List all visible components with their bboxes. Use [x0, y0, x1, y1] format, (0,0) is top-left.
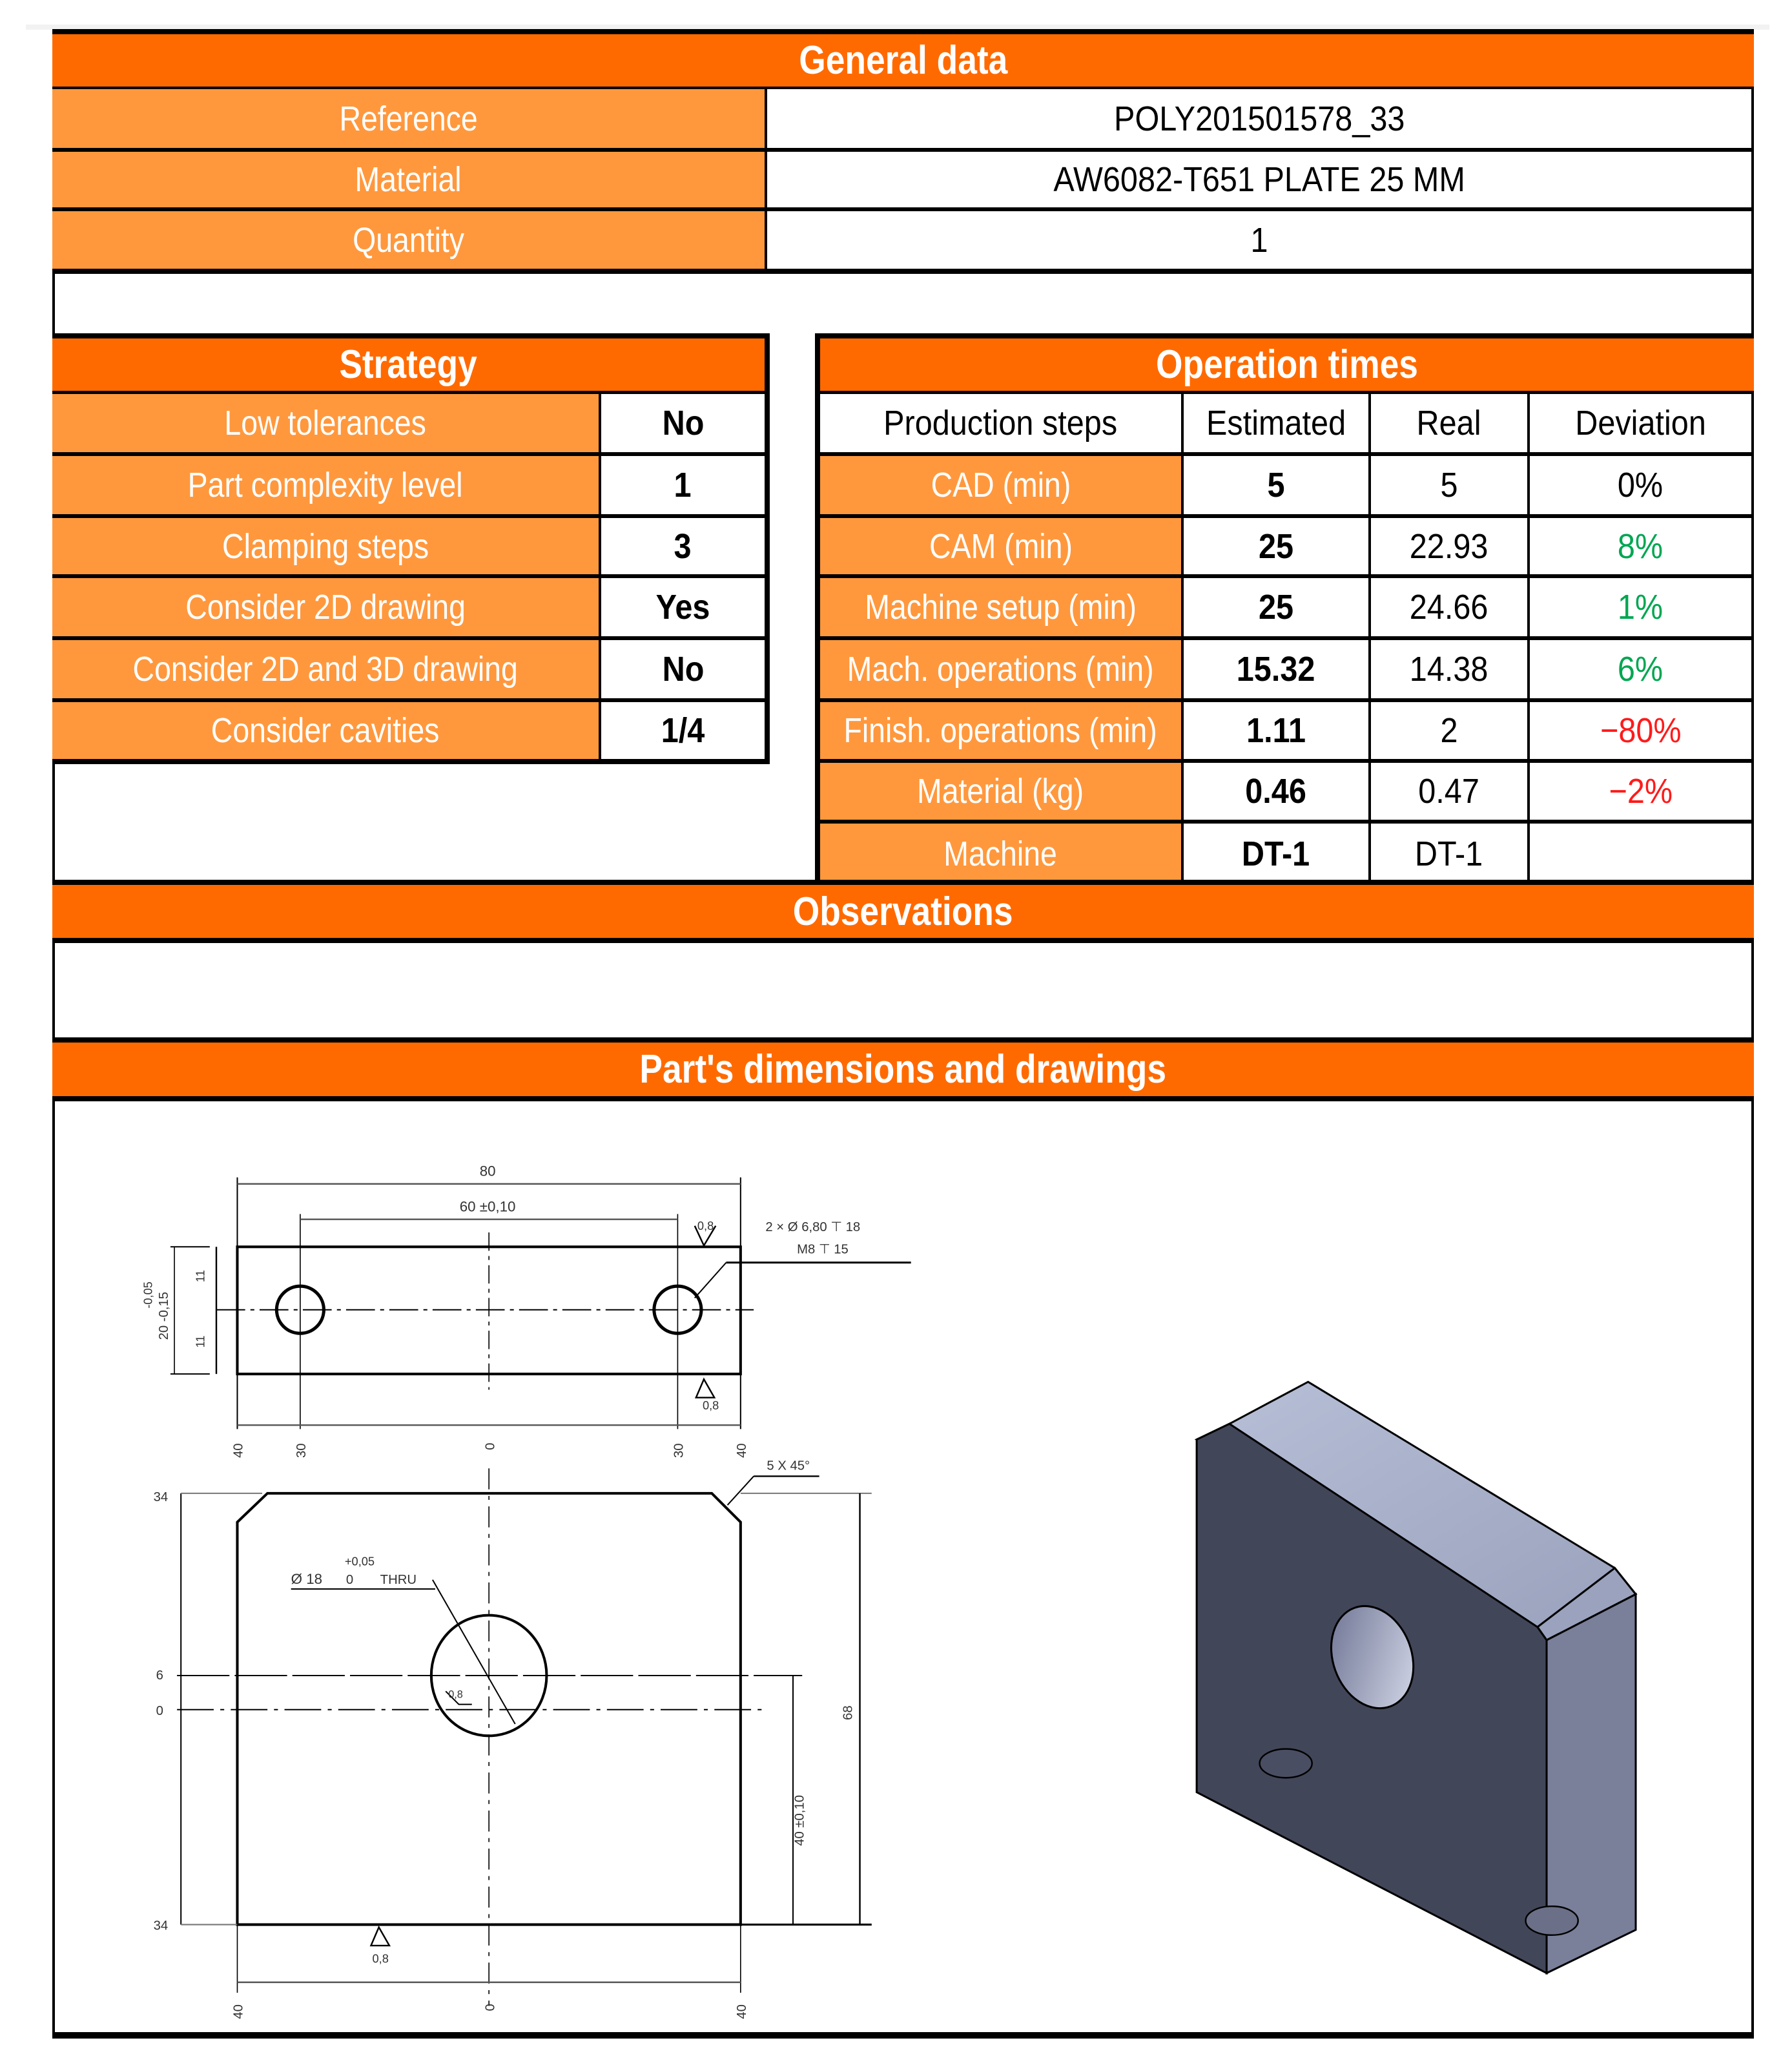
x-coord-label: 40	[734, 2004, 749, 2019]
real-text: DT-1	[1415, 834, 1483, 873]
op-col-estimated	[1184, 394, 1371, 456]
value-text: No	[662, 650, 704, 689]
op-step-label	[815, 640, 1184, 702]
x-coord-label: 0	[483, 1442, 498, 1450]
bore-tolerance-lower: 0	[345, 1572, 354, 1587]
step-text: CAM (min)	[929, 526, 1073, 566]
deviation-text: −80%	[1600, 711, 1682, 750]
thickness-tolerance: 20 -0,15	[156, 1291, 171, 1340]
op-estimated-value	[1184, 456, 1371, 518]
value-text: No	[662, 404, 704, 442]
column-header-text: Deviation	[1575, 404, 1706, 442]
x-coord-label: 40	[231, 1443, 246, 1459]
drawings-header	[52, 1037, 1754, 1101]
estimated-text: 25	[1258, 588, 1294, 627]
op-deviation-value	[1530, 518, 1754, 578]
x-coord-label: 40	[231, 2004, 246, 2019]
strategy-value-2d-drawing	[601, 578, 770, 640]
strategy-label-clamping-steps	[52, 518, 601, 578]
estimated-text: 25	[1258, 526, 1294, 566]
real-text: 2	[1440, 711, 1458, 750]
general-data-title: General data	[798, 38, 1008, 83]
op-deviation-value	[1530, 456, 1754, 518]
strategy-value-complexity	[601, 456, 770, 518]
estimated-text: 0.46	[1245, 772, 1307, 811]
op-estimated-value	[1184, 578, 1371, 640]
operation-times-header	[815, 333, 1754, 396]
op-deviation-value	[1530, 578, 1754, 640]
bore-diameter: Ø 18	[291, 1570, 323, 1587]
step-text: Machine setup (min)	[865, 588, 1137, 627]
x-coord-label: 0	[483, 2004, 498, 2011]
label-text: Consider cavities	[211, 711, 440, 750]
label-text: Reference	[339, 99, 478, 138]
label-text: Low tolerances	[224, 404, 427, 442]
op-real-value	[1371, 824, 1530, 884]
op-real-value	[1371, 763, 1530, 824]
chamfer-label: 5 X 45°	[767, 1459, 810, 1473]
dim-hole-spacing: 60 ±0,10	[459, 1198, 516, 1215]
estimated-text: DT-1	[1242, 834, 1310, 873]
value-text: 1	[1250, 220, 1268, 260]
general-label-material	[52, 152, 767, 211]
strategy-value-low-tolerances	[601, 394, 770, 456]
label-text: Consider 2D and 3D drawing	[132, 650, 519, 689]
column-header-text: Real	[1417, 404, 1481, 442]
bore-roughness: 0,8	[448, 1688, 463, 1701]
deviation-text: 8%	[1618, 526, 1663, 566]
half-thickness-top: 11	[193, 1270, 207, 1283]
real-text: 22.93	[1410, 526, 1488, 566]
step-text: Finish. operations (min)	[843, 711, 1158, 750]
front-view-labels	[154, 1459, 856, 2019]
op-estimated-value	[1184, 702, 1371, 763]
op-real-value	[1371, 640, 1530, 702]
x-coord-label: 30	[294, 1443, 309, 1459]
real-text: 24.66	[1410, 588, 1488, 627]
value-text: 1/4	[661, 711, 705, 750]
op-col-deviation	[1530, 394, 1754, 456]
step-text: Machine	[943, 834, 1058, 873]
dim-overall-width: 80	[479, 1163, 496, 1179]
op-estimated-value	[1184, 763, 1371, 824]
real-text: 0.47	[1418, 772, 1480, 811]
hole-callout-1: 2 × Ø 6,80 ⊤ 18	[765, 1220, 861, 1234]
value-text: Yes	[655, 588, 710, 627]
strategy-title: Strategy	[339, 342, 478, 387]
bore-type: THRU	[380, 1572, 417, 1587]
y-coord-label: 0	[156, 1703, 163, 1718]
front-view-drawing	[177, 1468, 872, 2006]
dim-height: 68	[841, 1705, 856, 1720]
y-coord-label: 34	[153, 1918, 169, 1933]
op-estimated-value	[1184, 640, 1371, 702]
op-real-value	[1371, 456, 1530, 518]
strategy-label-complexity	[52, 456, 601, 518]
op-deviation-value	[1530, 763, 1754, 824]
op-step-label	[815, 824, 1184, 884]
strategy-value-clamping-steps	[601, 518, 770, 578]
deviation-text: −2%	[1609, 772, 1673, 811]
general-label-quantity	[52, 211, 767, 274]
observations-content	[55, 943, 1751, 1037]
strategy-value-2d-3d-drawing	[601, 640, 770, 702]
op-real-value	[1371, 518, 1530, 578]
strategy-value-cavities	[601, 702, 770, 764]
estimated-text: 15.32	[1237, 650, 1315, 689]
label-text: Part complexity level	[188, 466, 463, 504]
op-deviation-value	[1530, 640, 1754, 702]
op-step-label	[815, 456, 1184, 518]
step-text: CAD (min)	[931, 466, 1071, 504]
technical-drawing	[55, 1101, 1751, 2032]
operation-times-title: Operation times	[1156, 342, 1418, 387]
roughness-bottom: 0,8	[702, 1398, 719, 1412]
drawings-area	[55, 1101, 1751, 2032]
column-header-text: Estimated	[1206, 404, 1346, 442]
op-step-label	[815, 702, 1184, 763]
half-thickness-bottom: 11	[193, 1335, 207, 1348]
drawings-title: Part's dimensions and drawings	[639, 1047, 1167, 1092]
op-deviation-value	[1530, 702, 1754, 763]
general-data-header	[52, 29, 1754, 92]
real-text: 14.38	[1410, 650, 1488, 689]
top-view-labels	[141, 1163, 861, 1458]
label-text: Clamping steps	[221, 526, 429, 566]
y-coord-label: 34	[153, 1490, 169, 1505]
value-text: 1	[674, 466, 692, 504]
label-text: Quantity	[353, 220, 464, 260]
strategy-header	[52, 333, 770, 396]
observations-header	[52, 880, 1754, 943]
general-label-reference	[52, 89, 767, 152]
thickness-tolerance-upper: -0,05	[141, 1282, 155, 1309]
roughness-bottom: 0,8	[372, 1951, 389, 1966]
label-text: Material	[355, 160, 462, 199]
real-text: 5	[1440, 466, 1458, 504]
strategy-label-2d-3d-drawing	[52, 640, 601, 702]
value-text: 3	[674, 526, 692, 566]
estimated-text: 5	[1267, 466, 1285, 504]
x-coord-label: 30	[672, 1443, 686, 1459]
op-step-label	[815, 518, 1184, 578]
op-estimated-value	[1184, 518, 1371, 578]
general-value-material	[767, 152, 1754, 211]
part-3d-render	[1197, 1382, 1636, 1973]
deviation-text: 1%	[1618, 588, 1663, 627]
strategy-label-2d-drawing	[52, 578, 601, 640]
value-text: POLY201501578_33	[1113, 99, 1405, 138]
x-coord-label: 40	[734, 1443, 749, 1459]
hole-callout-2: M8 ⊤ 15	[797, 1242, 849, 1257]
op-col-production-steps	[815, 394, 1184, 456]
strategy-label-cavities	[52, 702, 601, 764]
step-text: Material (kg)	[917, 772, 1084, 811]
step-text: Mach. operations (min)	[847, 650, 1154, 689]
general-value-reference	[767, 89, 1754, 152]
label-text: Consider 2D drawing	[185, 588, 466, 627]
general-value-quantity	[767, 211, 1754, 274]
strategy-label-low-tolerances	[52, 394, 601, 456]
op-step-label	[815, 578, 1184, 640]
value-text: AW6082-T651 PLATE 25 MM	[1053, 160, 1465, 199]
dim-bore-height: 40 ±0,10	[792, 1794, 807, 1846]
observations-title: Observations	[793, 889, 1013, 934]
op-estimated-value	[1184, 824, 1371, 884]
roughness-top: 0,8	[697, 1218, 714, 1232]
estimated-text: 1.11	[1246, 711, 1306, 750]
bore-tolerance-upper: +0,05	[344, 1554, 375, 1568]
op-deviation-value	[1530, 824, 1754, 884]
deviation-text: 0%	[1618, 466, 1663, 504]
column-header-text: Production steps	[883, 404, 1118, 442]
op-real-value	[1371, 702, 1530, 763]
top-view-drawing	[170, 1178, 911, 1429]
op-real-value	[1371, 578, 1530, 640]
y-coord-label: 6	[156, 1668, 163, 1683]
op-step-label	[815, 763, 1184, 824]
deviation-text: 6%	[1618, 650, 1663, 689]
op-col-real	[1371, 394, 1530, 456]
